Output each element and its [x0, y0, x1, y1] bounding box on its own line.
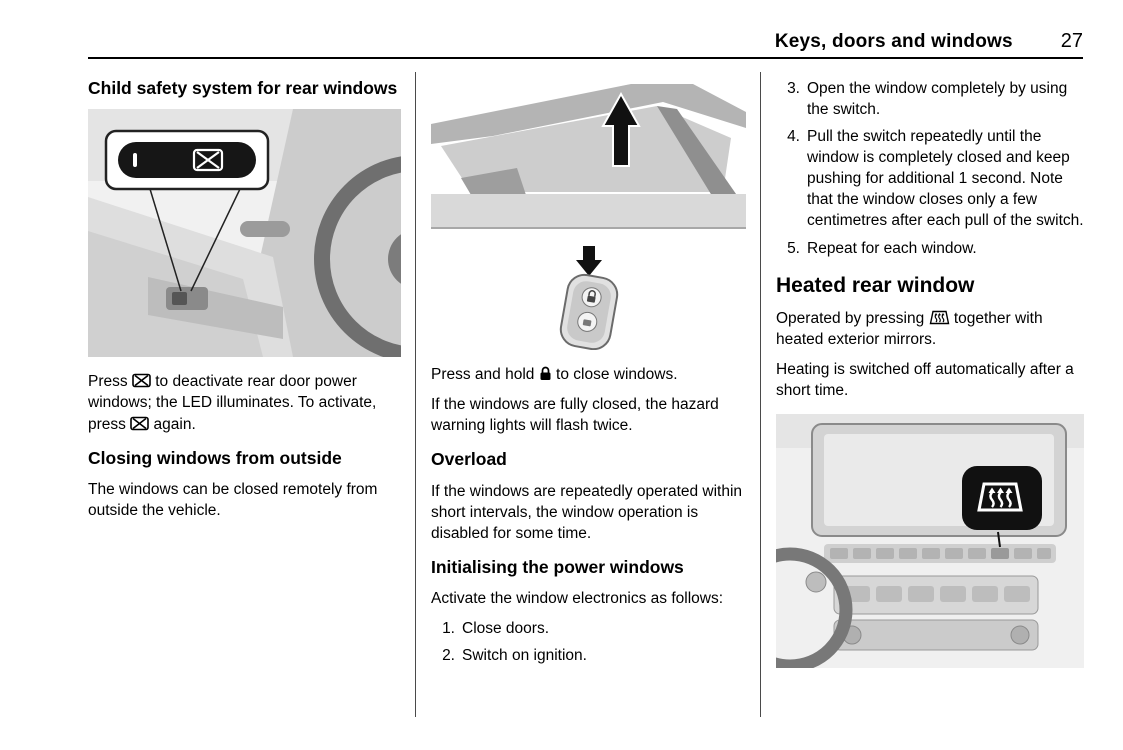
column-2 — [431, 78, 746, 678]
column-1 — [88, 78, 401, 534]
key-fob-illustration — [431, 244, 746, 350]
section-heading-closing-outside: Closing windows from outside — [88, 447, 342, 468]
paragraph-overload: If the windows are repeatedly operated within short intervals, the window operation is disabled for some time. — [431, 482, 743, 542]
chapter-title: Keys, doors and windows — [774, 31, 1013, 52]
init-steps-list-1-2 — [431, 618, 746, 666]
door-panel-photo — [88, 109, 401, 357]
window-closing-photo — [431, 82, 746, 230]
list-item: 5. Repeat for each window. — [787, 239, 977, 257]
paragraph-hazard-flash: If the windows are fully closed, the hazard warning lights will flash twice. — [431, 396, 719, 435]
heated-rear-window-button-callout — [962, 466, 1042, 530]
page-number: 27 — [1060, 30, 1083, 52]
window-closing-illustration — [431, 82, 746, 230]
paragraph-heated-operation: Operated by pressing together with heated exterior mirrors. — [776, 309, 1043, 348]
section-heading-child-safety: Child safety system for rear windows — [88, 78, 398, 98]
column-divider-2 — [760, 72, 761, 717]
paragraph-closing-outside: The windows can be closed remotely from outside the vehicle. — [88, 480, 378, 519]
list-item: 1. Close doors. — [442, 620, 550, 638]
heated-rear-window-icon — [929, 310, 950, 325]
paragraph-child-safety: Press to deactivate rear door power windows; the LED illuminates. To activate, press again. — [88, 373, 377, 433]
list-item: 2. Switch on ignition. — [442, 647, 587, 665]
section-heading-initialising: Initialising the power windows — [431, 556, 684, 577]
paragraph-press-hold: Press and hold to close windows. — [431, 366, 678, 383]
section-heading-overload: Overload — [431, 449, 507, 470]
column-divider-1 — [415, 72, 416, 717]
list-item: 4. Pull the switch repeatedly until the window is completely closed and keep pushing for additional 1 second. Note that the window closes only a few centimetres after each pull of the switch. — [787, 128, 1084, 230]
column-3 — [776, 78, 1084, 682]
key-fob-photo — [533, 244, 645, 350]
list-item: 3. Open the window completely by using the switch. — [787, 80, 1068, 119]
header-rule — [88, 57, 1083, 59]
paragraph-initialising-intro: Activate the window electronics as follows: — [431, 590, 724, 608]
lock-icon — [539, 366, 552, 381]
page-header — [88, 30, 1083, 53]
section-heading-heated-rear-window: Heated rear window — [776, 273, 975, 297]
dashboard-illustration — [776, 414, 1084, 668]
down-arrow-icon — [576, 246, 602, 276]
door-panel-illustration — [88, 109, 401, 357]
paragraph-heated-auto-off: Heating is switched off automatically after a short time. — [776, 360, 1074, 400]
init-steps-list-3-5 — [776, 78, 1084, 259]
window-crossed-icon — [132, 373, 151, 388]
dashboard-photo — [776, 414, 1084, 668]
window-crossed-icon — [130, 416, 149, 431]
